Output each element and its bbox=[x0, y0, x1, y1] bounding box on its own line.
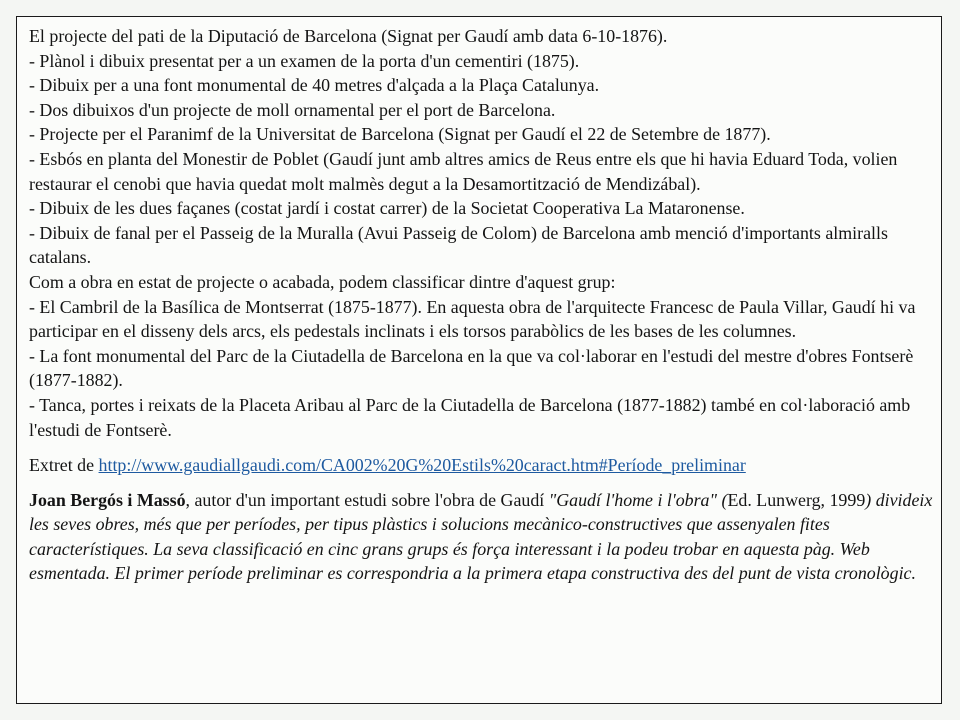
intro-line-9: Com a obra en estat de projecte o acabada, podem classificar dintre d'aquest grup: bbox=[29, 271, 616, 292]
intro-line-4: - Dos dibuixos d'un projecte de moll ornamental per el port de Barcelona. bbox=[29, 99, 556, 120]
document-body bbox=[29, 24, 933, 586]
closing-text-2: ) divideix les seves obres, més que per períodes, per tipus plàstics i solucions mecànico-constructives que assenyalen fites característiques. La seva classificació en cinc grans grups és força interessant i la podeu trobar en aquesta pàg. Web esmentada. El primer període preliminar es correspondria a la primera etapa constructiva des del punt de vista cronològic. bbox=[29, 489, 933, 584]
source-prefix: Extret de bbox=[29, 455, 99, 476]
paragraph-spacer bbox=[29, 442, 933, 453]
closing-paragraph bbox=[29, 488, 933, 586]
book-title: "Gaudí l'home i l'obra" ( bbox=[548, 489, 728, 510]
intro-line-11: - La font monumental del Parc de la Ciutadella de Barcelona en la que va col·laborar en l'estudi del mestre d'obres Fontserè (1877-1882). bbox=[29, 345, 914, 391]
intro-line-5: - Projecte per el Paranimf de la Universitat de Barcelona (Signat per Gaudí el 22 de Setembre de 1877). bbox=[29, 124, 771, 145]
intro-line-2: - Plànol i dibuix presentat per a un examen de la porta d'un cementiri (1875). bbox=[29, 50, 580, 71]
intro-line-3: - Dibuix per a una font monumental de 40 metres d'alçada a la Plaça Catalunya. bbox=[29, 75, 600, 96]
intro-line-12: - Tanca, portes i reixats de la Placeta Aribau al Parc de la Ciutadella de Barcelona (1877-1882) també en col·laboració amb l'estudi de Fontserè. bbox=[29, 394, 911, 440]
closing-text-1: , autor d'un important estudi sobre l'obra de Gaudí bbox=[185, 489, 549, 510]
source-link[interactable]: http://www.gaudiallgaudi.com/CA002%20G%20Estils%20caract.htm#Període_preliminar bbox=[98, 455, 746, 476]
paragraph-spacer bbox=[29, 478, 933, 488]
source-line bbox=[29, 453, 933, 478]
intro-line-1: El projecte del pati de la Diputació de Barcelona (Signat per Gaudí amb data 6-10-1876). bbox=[29, 26, 668, 46]
text-box bbox=[16, 16, 942, 704]
intro-line-8: - Dibuix de fanal per el Passeig de la Muralla (Avui Passeig de Colom) de Barcelona amb menció d'importants almiralls catalans. bbox=[29, 222, 888, 268]
book-edition: Ed. Lunwerg, 1999 bbox=[727, 489, 866, 510]
intro-line-7: - Dibuix de les dues façanes (costat jardí i costat carrer) de la Societat Cooperativa La Mataronense. bbox=[29, 198, 745, 219]
author-name: Joan Bergós i Massó bbox=[29, 489, 186, 510]
intro-line-6: - Esbós en planta del Monestir de Poblet (Gaudí junt amb altres amics de Reus entre els que hi havia Eduard Toda, volien restaurar el cenobi que havia quedat molt malmès degut a la Desamortització de Mendizábal). bbox=[29, 148, 898, 194]
intro-line-10: - El Cambril de la Basílica de Montserrat (1875-1877). En aquesta obra de l'arquitecte Francesc de Paula Villar, Gaudí hi va participar en el disseny dels arcs, els pedestals inclinats i els torsos parabòlics de les bases de les columnes. bbox=[29, 296, 916, 342]
